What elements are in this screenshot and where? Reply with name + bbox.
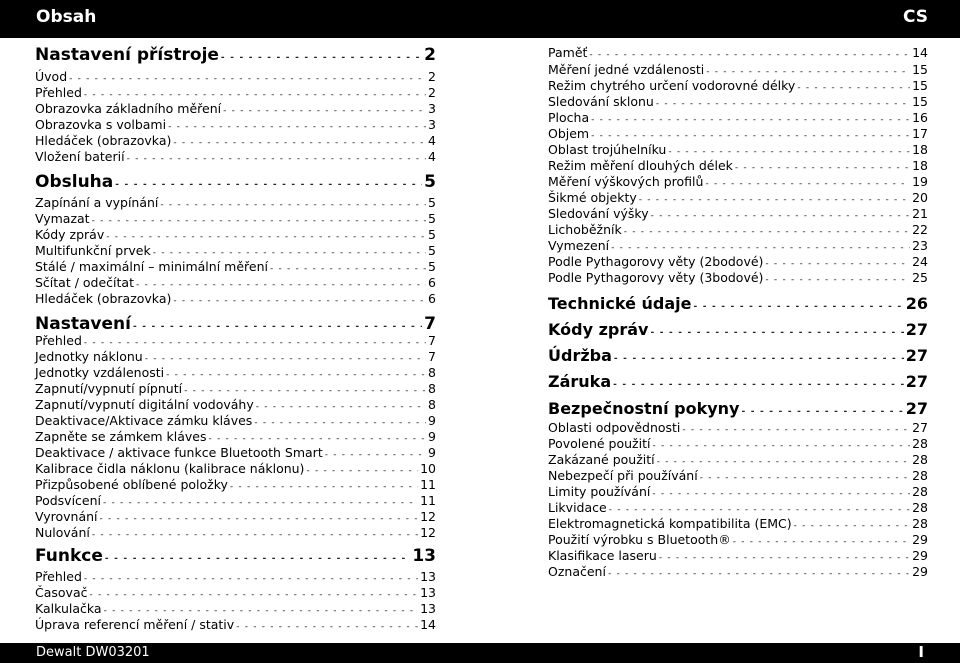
toc-entry[interactable] (35, 69, 436, 85)
toc-entry-label: Multifunkční prvek (35, 243, 151, 258)
toc-entry-page-number: 27 (912, 420, 928, 435)
dot-leader (639, 195, 910, 205)
dot-leader (733, 537, 910, 547)
toc-entry-page-number: 28 (912, 516, 928, 531)
toc-entry-label: Režim chytrého určení vodorovné délky (548, 78, 796, 93)
dot-leader (735, 163, 910, 173)
dot-leader (236, 622, 418, 632)
dot-leader (650, 328, 903, 338)
toc-entry-page-number: 18 (912, 142, 928, 157)
dot-leader (652, 441, 910, 451)
dot-leader (652, 489, 910, 499)
footer-page-number: I (918, 643, 924, 661)
toc-entry-label: Hledáček (obrazovka) (35, 133, 172, 148)
toc-entry-page-number: 15 (912, 78, 928, 93)
toc-entry-label: Kalibrace čidla náklonu (kalibrace náklonu) (35, 461, 305, 476)
toc-entry-page-number: 2 (428, 69, 436, 84)
toc-entry-label: Deaktivace/Aktivace zámku kláves (35, 413, 253, 428)
toc-entry-label: Podsvícení (35, 493, 102, 508)
toc-entry-page-number: 5 (428, 195, 436, 210)
toc-entry-page-number: 28 (912, 468, 928, 483)
dot-leader (705, 179, 910, 189)
toc-entry-page-number: 13 (420, 601, 436, 616)
toc-entry-page-number: 4 (428, 133, 436, 148)
dot-leader (106, 232, 426, 242)
toc-entry-page-number: 5 (424, 172, 436, 192)
toc-entry[interactable] (35, 397, 436, 413)
toc-entry-page-number: 19 (912, 174, 928, 189)
toc-entry[interactable] (35, 227, 436, 243)
dot-leader (706, 67, 910, 77)
toc-entry-label: Elektromagnetická kompatibilita (EMC) (548, 516, 792, 531)
toc-section-heading[interactable] (35, 172, 436, 194)
toc-entry-label: Režim měření dlouhých délek (548, 158, 733, 173)
toc-entry[interactable] (35, 85, 436, 101)
toc-entry[interactable] (35, 259, 436, 275)
dot-leader (325, 450, 426, 460)
dot-leader (668, 147, 910, 157)
toc-entry[interactable] (35, 275, 436, 291)
toc-entry[interactable] (548, 420, 928, 436)
toc-entry[interactable] (35, 349, 436, 365)
toc-entry-label: Oblasti odpovědnosti (548, 420, 681, 435)
toc-entry-label: Měření jedné vzdálenosti (548, 62, 705, 77)
toc-entry[interactable] (548, 110, 928, 126)
toc-entry[interactable] (548, 500, 928, 516)
toc-entry-page-number: 27 (905, 320, 928, 339)
dot-leader (89, 590, 418, 600)
toc-entry-label: Měření výškových profilů (548, 174, 704, 189)
dot-leader (184, 386, 426, 396)
toc-entry-label: Paměť (548, 45, 588, 60)
toc-entry-label: Nulování (35, 525, 90, 540)
toc-entry-label: Zapněte se zámkem kláves (35, 429, 207, 444)
toc-entry[interactable] (548, 436, 928, 452)
toc-entry-label: Funkce (35, 546, 103, 566)
toc-entry-page-number: 12 (420, 509, 436, 524)
dot-leader (103, 498, 418, 508)
toc-section-heading[interactable] (548, 399, 928, 421)
dot-leader (92, 530, 418, 540)
toc-entry-label: Úvod (35, 69, 68, 84)
dot-leader (741, 407, 903, 417)
toc-entry-page-number: 13 (420, 585, 436, 600)
toc-entry[interactable] (35, 445, 436, 461)
toc-entry[interactable] (548, 45, 928, 61)
toc-entry-page-number: 3 (428, 117, 436, 132)
toc-entry[interactable] (35, 365, 436, 381)
toc-entry[interactable] (548, 190, 928, 206)
dot-leader (136, 280, 426, 290)
toc-entry-label: Podle Pythagorovy věty (2bodové) (548, 254, 764, 269)
toc-entry-label: Přehled (35, 85, 82, 100)
dot-leader (700, 473, 910, 483)
dot-leader (92, 216, 426, 226)
toc-entry-page-number: 5 (428, 243, 436, 258)
toc-entry-label: Deaktivace / aktivace funkce Bluetooth Smart (35, 445, 323, 460)
toc-entry[interactable] (35, 243, 436, 259)
toc-section-heading[interactable] (548, 372, 928, 394)
toc-entry-page-number: 18 (912, 158, 928, 173)
toc-entry-page-number: 27 (905, 346, 928, 365)
toc-entry[interactable] (35, 211, 436, 227)
header-language: CS (902, 7, 928, 27)
toc-entry[interactable] (35, 117, 436, 133)
toc-entry-page-number: 7 (424, 314, 436, 334)
toc-entry-page-number: 12 (420, 525, 436, 540)
toc-entry-page-number: 8 (428, 381, 436, 396)
toc-entry[interactable] (548, 468, 928, 484)
toc-entry-page-number: 9 (428, 429, 436, 444)
toc-entry[interactable] (548, 548, 928, 564)
dot-leader (589, 50, 910, 60)
dot-leader (682, 425, 910, 435)
toc-entry[interactable] (548, 78, 928, 94)
toc-entry-label: Zapnutí/vypnutí pípnutí (35, 381, 183, 396)
toc-entry[interactable] (548, 142, 928, 158)
dot-leader (69, 74, 426, 84)
toc-entry-label: Obsluha (35, 172, 114, 192)
toc-entry-page-number: 28 (912, 436, 928, 451)
toc-entry-label: Jednotky náklonu (35, 349, 143, 364)
dot-leader (659, 553, 910, 563)
toc-entry-page-number: 11 (420, 493, 436, 508)
toc-entry-page-number: 6 (428, 275, 436, 290)
toc-entry-label: Jednotky vzdálenosti (35, 365, 165, 380)
toc-entry[interactable] (548, 94, 928, 110)
toc-entry-page-number: 27 (905, 399, 928, 418)
toc-entry-page-number: 28 (912, 484, 928, 499)
toc-entry[interactable] (35, 601, 436, 617)
dot-leader (613, 380, 904, 390)
toc-entry[interactable] (35, 413, 436, 429)
toc-entry-page-number: 29 (912, 564, 928, 579)
dot-leader (254, 418, 426, 428)
dot-leader (105, 554, 410, 564)
toc-entry-page-number: 10 (420, 461, 436, 476)
toc-entry-label: Bezpečnostní pokyny (548, 399, 740, 418)
dot-leader (115, 180, 422, 190)
toc-entry[interactable] (548, 222, 928, 238)
dot-leader (100, 514, 419, 524)
dot-leader (166, 370, 426, 380)
dot-leader (84, 574, 418, 584)
toc-entry-label: Záruka (548, 372, 612, 391)
toc-entry[interactable] (35, 101, 436, 117)
dot-leader (133, 322, 422, 332)
dot-leader (256, 402, 426, 412)
toc-entry-label: Lichoběžník (548, 222, 622, 237)
toc-entry-label: Objem (548, 126, 590, 141)
toc-entry[interactable] (548, 206, 928, 222)
toc-entry-page-number: 4 (428, 149, 436, 164)
dot-leader (104, 606, 419, 616)
toc-entry-label: Nebezpečí při používání (548, 468, 698, 483)
toc-entry-label: Sledování výšky (548, 206, 649, 221)
toc-entry-label: Limity používání (548, 484, 651, 499)
toc-entry-page-number: 2 (428, 85, 436, 100)
toc-entry-label: Vymezení (548, 238, 610, 253)
toc-entry-label: Likvidace (548, 500, 607, 515)
toc-entry-page-number: 24 (912, 254, 928, 269)
toc-entry[interactable] (35, 585, 436, 601)
toc-entry-page-number: 26 (905, 294, 928, 313)
toc-entry-label: Hledáček (obrazovka) (35, 291, 172, 306)
dot-leader (657, 457, 910, 467)
page-header (0, 0, 960, 38)
dot-leader (609, 505, 910, 515)
toc-entry-page-number: 8 (428, 397, 436, 412)
toc-entry-page-number: 5 (428, 211, 436, 226)
dot-leader (306, 466, 418, 476)
toc-entry-label: Plocha (548, 110, 590, 125)
toc-entry-page-number: 14 (420, 617, 436, 632)
toc-entry[interactable] (548, 174, 928, 190)
toc-entry[interactable] (548, 238, 928, 254)
toc-entry-page-number: 29 (912, 532, 928, 547)
toc-entry[interactable] (548, 126, 928, 142)
toc-entry-label: Zakázané použití (548, 452, 655, 467)
toc-entry-label: Kódy zpráv (548, 320, 649, 339)
toc-entry-label: Časovač (35, 585, 88, 600)
toc-section-heading[interactable] (548, 320, 928, 342)
toc-entry-page-number: 16 (912, 110, 928, 125)
toc-entry-label: Údržba (548, 346, 612, 365)
toc-entry-label: Oblast trojúhelníku (548, 142, 667, 157)
toc-entry[interactable] (35, 195, 436, 211)
toc-entry-page-number: 5 (428, 259, 436, 274)
toc-section-heading[interactable] (35, 45, 436, 67)
dot-leader (591, 131, 910, 141)
dot-leader (168, 122, 426, 132)
toc-entry[interactable] (548, 516, 928, 532)
toc-entry[interactable] (548, 62, 928, 78)
toc-entry-label: Přehled (35, 569, 82, 584)
toc-entry-label: Sčítat / odečítat (35, 275, 134, 290)
toc-entry[interactable] (548, 532, 928, 548)
dot-leader (614, 354, 904, 364)
toc-entry-page-number: 28 (912, 500, 928, 515)
toc-entry[interactable] (548, 484, 928, 500)
toc-entry[interactable] (548, 564, 928, 580)
toc-entry-label: Použití výrobku s Bluetooth® (548, 532, 731, 547)
toc-entry-page-number: 7 (428, 333, 436, 348)
toc-entry-label: Označení (548, 564, 606, 579)
dot-leader (765, 259, 910, 269)
toc-entry-label: Přizpůsobené oblíbené položky (35, 477, 228, 492)
toc-entry-page-number: 6 (428, 291, 436, 306)
toc-entry-label: Přehled (35, 333, 82, 348)
toc-entry-label: Nastavení (35, 314, 131, 334)
toc-entry-page-number: 9 (428, 445, 436, 460)
dot-leader (270, 264, 426, 274)
dot-leader (84, 90, 426, 100)
toc-entry-label: Technické údaje (548, 294, 692, 313)
dot-leader (611, 243, 910, 253)
toc-entry-label: Stálé / maximální – minimální měření (35, 259, 268, 274)
toc-entry[interactable] (548, 452, 928, 468)
dot-leader (794, 521, 910, 531)
toc-entry-page-number: 14 (912, 45, 928, 60)
toc-entry[interactable] (35, 617, 436, 633)
toc-entry-page-number: 7 (428, 349, 436, 364)
dot-leader (230, 482, 418, 492)
toc-entry-page-number: 17 (912, 126, 928, 141)
toc-entry-label: Nastavení přístroje (35, 45, 219, 65)
toc-entry-label: Vymazat (35, 211, 90, 226)
dot-leader (153, 248, 426, 258)
toc-entry-label: Obrazovka s volbami (35, 117, 167, 132)
toc-entry-label: Šikmé objekty (548, 190, 637, 205)
toc-entry-page-number: 15 (912, 62, 928, 77)
toc-entry-label: Zapnutí/vypnutí digitální vodováhy (35, 397, 254, 412)
toc-entry-page-number: 13 (412, 546, 436, 566)
toc-section-heading[interactable] (35, 546, 436, 568)
toc-entry-page-number: 25 (912, 270, 928, 285)
toc-entry[interactable] (35, 149, 436, 165)
toc-entry-page-number: 20 (912, 190, 928, 205)
toc-entry-page-number: 9 (428, 413, 436, 428)
dot-leader (223, 106, 426, 116)
toc-entry-page-number: 28 (912, 452, 928, 467)
dot-leader (608, 569, 910, 579)
dot-leader (651, 211, 910, 221)
toc-entry-label: Povolené použití (548, 436, 651, 451)
dot-leader (160, 200, 426, 210)
dot-leader (145, 354, 426, 364)
toc-entry[interactable] (35, 569, 436, 585)
toc-entry[interactable] (548, 254, 928, 270)
dot-leader (173, 138, 426, 148)
dot-leader (624, 227, 910, 237)
dot-leader (221, 53, 422, 63)
toc-entry-page-number: 22 (912, 222, 928, 237)
toc-entry-label: Klasifikace laseru (548, 548, 657, 563)
toc-entry-page-number: 21 (912, 206, 928, 221)
toc-entry[interactable] (548, 270, 928, 286)
toc-section-heading[interactable] (548, 346, 928, 368)
dot-leader (765, 275, 910, 285)
toc-entry-label: Sledování sklonu (548, 94, 654, 109)
dot-leader (127, 154, 426, 164)
dot-leader (797, 83, 910, 93)
dot-leader (693, 302, 903, 312)
toc-entry-page-number: 2 (424, 45, 436, 65)
toc-entry[interactable] (35, 509, 436, 525)
toc-entry[interactable] (35, 477, 436, 493)
toc-entry-label: Zapínání a vypínání (35, 195, 159, 210)
toc-entry[interactable] (35, 133, 436, 149)
toc-entry-label: Kódy zpráv (35, 227, 105, 242)
toc-entry-page-number: 29 (912, 548, 928, 563)
dot-leader (656, 99, 910, 109)
toc-entry[interactable] (35, 291, 436, 307)
toc-entry-label: Vložení baterií (35, 149, 125, 164)
dot-leader (209, 434, 427, 444)
toc-section-heading[interactable] (548, 294, 928, 316)
dot-leader (591, 115, 910, 125)
toc-entry-page-number: 23 (912, 238, 928, 253)
dot-leader (84, 338, 426, 348)
toc-entry-label: Podle Pythagorovy věty (3bodové) (548, 270, 764, 285)
toc-entry-page-number: 5 (428, 227, 436, 242)
toc-entry-label: Kalkulačka (35, 601, 102, 616)
page-footer (0, 643, 960, 663)
toc-entry-page-number: 13 (420, 569, 436, 584)
toc-entry[interactable] (35, 333, 436, 349)
toc-entry[interactable] (35, 429, 436, 445)
toc-entry[interactable] (35, 461, 436, 477)
toc-entry[interactable] (35, 381, 436, 397)
toc-entry-page-number: 15 (912, 94, 928, 109)
header-title: Obsah (36, 7, 97, 27)
toc-entry-label: Úprava referencí měření / stativ (35, 617, 235, 632)
toc-entry[interactable] (548, 158, 928, 174)
footer-model: Dewalt DW03201 (36, 645, 150, 660)
toc-entry-page-number: 11 (420, 477, 436, 492)
toc-entry[interactable] (35, 525, 436, 541)
toc-entry-page-number: 3 (428, 101, 436, 116)
toc-entry-page-number: 8 (428, 365, 436, 380)
toc-entry-label: Vyrovnání (35, 509, 98, 524)
toc-entry[interactable] (35, 493, 436, 509)
toc-entry-page-number: 27 (905, 372, 928, 391)
toc-entry-label: Obrazovka základního měření (35, 101, 222, 116)
dot-leader (173, 296, 426, 306)
